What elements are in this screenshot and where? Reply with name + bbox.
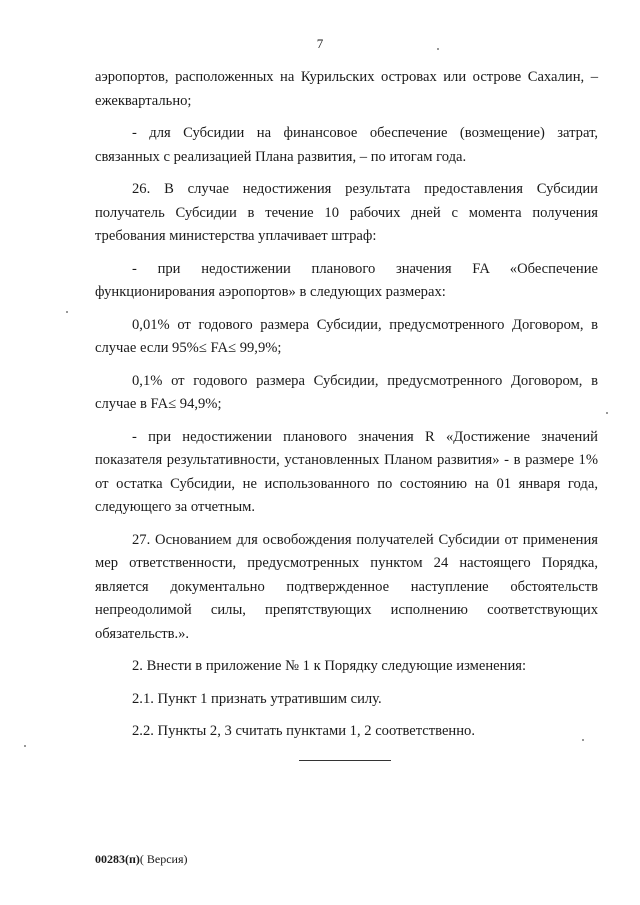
footer-code xyxy=(95,852,188,867)
paragraph-r-penalty: - при недостижении планового значения R «Достижение значений показателя результативности, установленных Планом развития» - в размере 1% от остатка Субсидии, не использованного по состоянию на 01 января года, следующего за отчетным. xyxy=(95,428,598,515)
scan-speck xyxy=(606,412,608,414)
paragraph-penalty-01: 0,1% от годового размера Субсидии, предусмотренного Договором, в случае в FA≤ 94,9%; xyxy=(95,372,598,412)
end-divider xyxy=(299,760,391,761)
paragraph-clause-27: 27. Основанием для освобождения получателей Субсидии от применения мер ответственности, предусмотренных пунктом 24 настоящего Порядка, является документально подтвержденное наступление обстоятельств непреодолимой силы, препятствующих исполнению соответствующих обязательств.». xyxy=(95,531,598,642)
paragraph-airports-quarterly: аэропортов, расположенных на Курильских островах или острове Сахалин, – ежеквартально; xyxy=(95,69,598,109)
scan-speck xyxy=(24,745,26,747)
scan-speck xyxy=(582,739,584,741)
footer-doc-code: 00283(п) xyxy=(95,852,140,866)
paragraph-fa-penalty-intro: - при недостижении планового значения FA «Обеспечение функционирования аэропортов» в следующих размерах: xyxy=(95,260,598,300)
paragraph-penalty-001: 0,01% от годового размера Субсидии, предусмотренного Договором, в случае если 95%≤ FA≤ 99,9%; xyxy=(95,316,598,356)
paragraph-item-2-2: 2.2. Пункты 2, 3 считать пунктами 1, 2 соответственно. xyxy=(132,723,476,739)
paragraph-appendix-changes: 2. Внести в приложение № 1 к Порядку следующие изменения: xyxy=(132,658,527,674)
scan-speck xyxy=(437,48,439,50)
page-number: 7 xyxy=(316,36,324,51)
footer-version: ( Версия) xyxy=(139,852,188,866)
paragraph-subsidy-annual: - для Субсидии на финансовое обеспечение (возмещение) затрат, связанных с реализацией Плана развития, – по итогам года. xyxy=(95,125,598,165)
scan-speck xyxy=(66,311,68,313)
document-body xyxy=(95,66,598,753)
paragraph-clause-26: 26. В случае недостижения результата предоставления Субсидии получатель Субсидии в течение 10 рабочих дней с момента получения требования министерства уплачивает штраф: xyxy=(95,181,598,244)
paragraph-item-2-1: 2.1. Пункт 1 признать утратившим силу. xyxy=(132,690,382,707)
